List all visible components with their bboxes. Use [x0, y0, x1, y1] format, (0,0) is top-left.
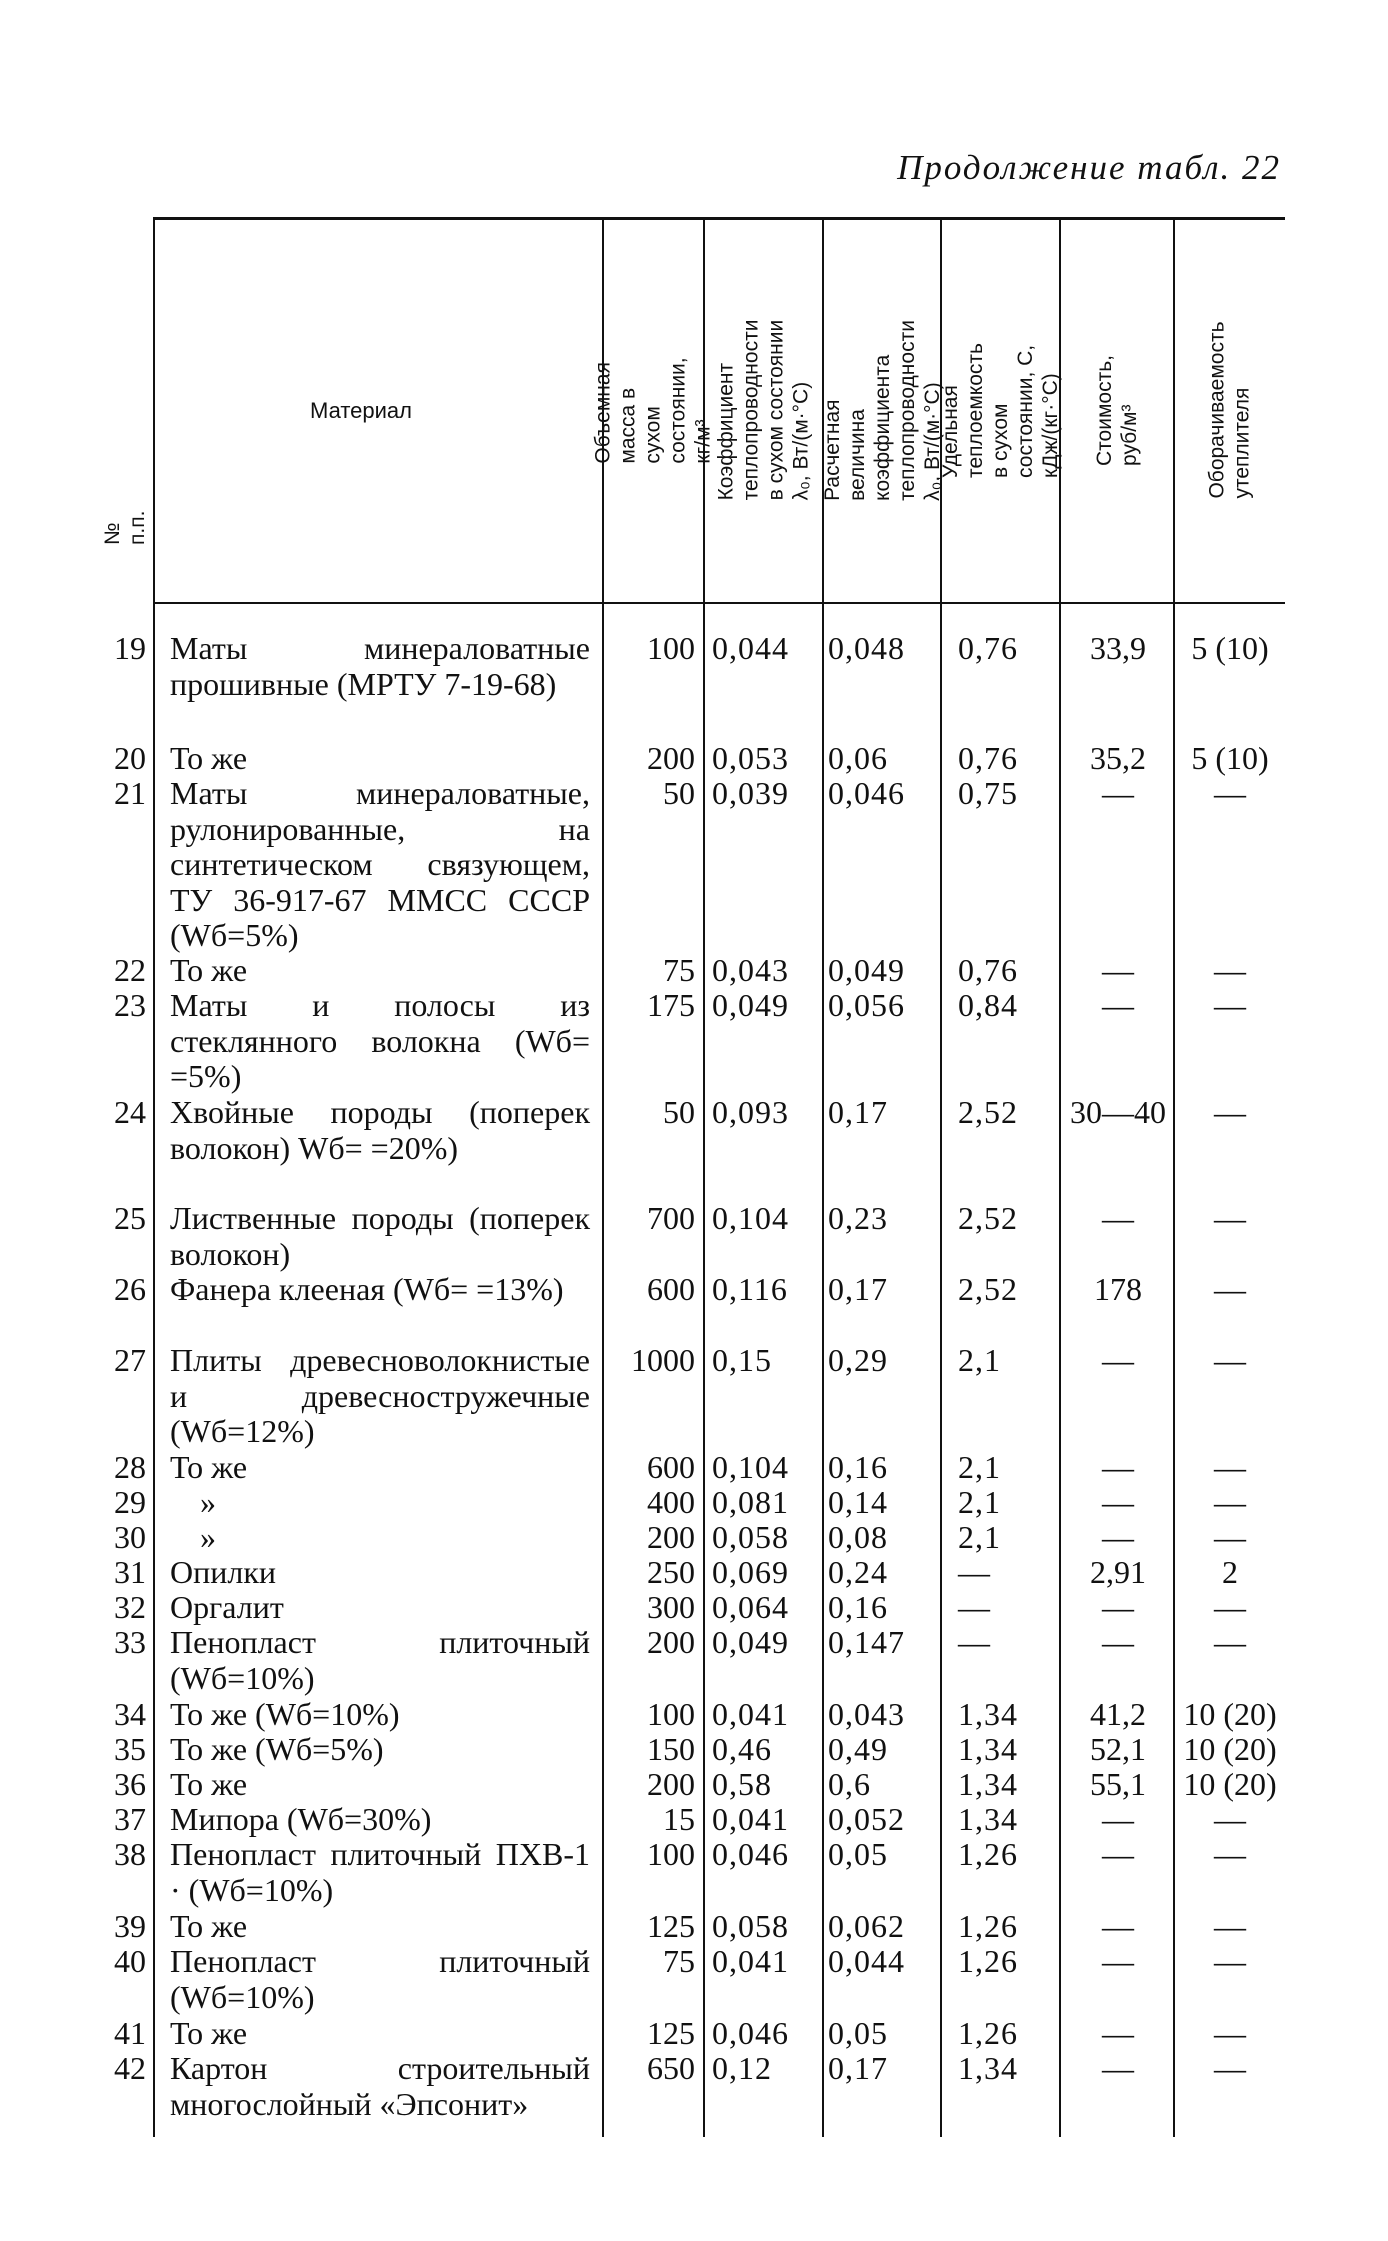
- row-number: 20: [114, 740, 146, 776]
- lambda-calc-value: 0,046: [828, 775, 905, 811]
- lambda-dry-value: 0,041: [712, 1943, 789, 1979]
- cost-value: 30—40: [1070, 1094, 1166, 1130]
- turnover-value: —: [1214, 1624, 1246, 1660]
- lambda-calc-value: 0,14: [828, 1484, 888, 1520]
- lambda-calc-value: 0,16: [828, 1589, 888, 1625]
- lambda-dry-value: 0,069: [712, 1554, 789, 1590]
- density-value: 200: [647, 740, 695, 776]
- cost-value: —: [1102, 1624, 1134, 1660]
- header-turnover: Оборачиваемость утеплителя: [1206, 321, 1255, 499]
- density-value: 75: [663, 952, 695, 988]
- table-caption: Продолжение табл. 22: [897, 148, 1281, 187]
- heat-capacity-value: 2,1: [958, 1449, 1001, 1485]
- density-value: 150: [647, 1731, 695, 1767]
- turnover-value: —: [1214, 1908, 1246, 1944]
- cost-value: —: [1102, 1589, 1134, 1625]
- cost-value: —: [1102, 1801, 1134, 1837]
- density-value: 50: [663, 775, 695, 811]
- table-top-rule: [155, 217, 1285, 220]
- header-cost: Стоимость, руб/м³: [1093, 355, 1141, 466]
- row-number: 40: [114, 1943, 146, 1979]
- cost-value: 2,91: [1090, 1554, 1146, 1590]
- lambda-calc-value: 0,05: [828, 1836, 888, 1872]
- lambda-calc-value: 0,29: [828, 1342, 888, 1378]
- heat-capacity-value: 0,76: [958, 740, 1018, 776]
- turnover-value: 10 (20): [1183, 1766, 1277, 1802]
- header-bottom-rule: [155, 602, 1285, 604]
- cost-value: —: [1102, 775, 1134, 811]
- row-number: 32: [114, 1589, 146, 1625]
- lambda-dry-value: 0,15: [712, 1342, 772, 1378]
- material-name: То же (Wб=5%): [170, 1731, 384, 1767]
- lambda-calc-value: 0,17: [828, 1271, 888, 1307]
- lambda-calc-value: 0,044: [828, 1943, 905, 1979]
- material-name: Картон строительный многослойный «Эпсонит»: [170, 2050, 590, 2122]
- density-value: 100: [647, 1836, 695, 1872]
- row-number: 27: [114, 1342, 146, 1378]
- heat-capacity-value: 1,34: [958, 1696, 1018, 1732]
- density-value: 125: [647, 2015, 695, 2051]
- density-value: 600: [647, 1449, 695, 1485]
- lambda-dry-value: 0,093: [712, 1094, 789, 1130]
- density-value: 250: [647, 1554, 695, 1590]
- turnover-value: —: [1214, 1943, 1246, 1979]
- row-number: 38: [114, 1836, 146, 1872]
- lambda-calc-value: 0,056: [828, 987, 905, 1023]
- density-value: 75: [663, 1943, 695, 1979]
- lambda-calc-value: 0,062: [828, 1908, 905, 1944]
- header-heat-capacity: Удельная теплоемкость в сухом состоянии, С, кДж/(кг·°С): [939, 342, 1062, 478]
- lambda-dry-value: 0,116: [712, 1271, 788, 1307]
- material-name: Лиственные породы (поперек волокон): [170, 1200, 590, 1272]
- material-name: Оргалит: [170, 1589, 284, 1625]
- heat-capacity-value: 2,1: [958, 1342, 1001, 1378]
- cost-value: 41,2: [1090, 1696, 1146, 1732]
- material-name: Опилки: [170, 1554, 276, 1590]
- turnover-value: 5 (10): [1191, 630, 1269, 666]
- density-value: 125: [647, 1908, 695, 1944]
- lambda-calc-value: 0,052: [828, 1801, 905, 1837]
- turnover-value: —: [1214, 1271, 1246, 1307]
- density-value: 600: [647, 1271, 695, 1307]
- material-name: То же: [170, 1908, 248, 1944]
- heat-capacity-value: 1,34: [958, 2050, 1018, 2086]
- row-number: 29: [114, 1484, 146, 1520]
- turnover-value: —: [1214, 1342, 1246, 1378]
- row-number: 28: [114, 1449, 146, 1485]
- material-name: То же: [170, 1449, 248, 1485]
- material-name: Хвойные породы (поперек волокон) Wб= =20%): [170, 1094, 590, 1166]
- cost-value: —: [1102, 987, 1134, 1023]
- row-number: 33: [114, 1624, 146, 1660]
- row-number: 41: [114, 2015, 146, 2051]
- turnover-value: —: [1214, 2050, 1246, 2086]
- lambda-calc-value: 0,16: [828, 1449, 888, 1485]
- heat-capacity-value: 2,1: [958, 1484, 1001, 1520]
- density-value: 50: [663, 1094, 695, 1130]
- material-name: Пенопласт плиточный (Wб=10%): [170, 1624, 590, 1696]
- cost-value: —: [1102, 1200, 1134, 1236]
- lambda-dry-value: 0,046: [712, 2015, 789, 2051]
- density-value: 200: [647, 1766, 695, 1802]
- lambda-calc-value: 0,23: [828, 1200, 888, 1236]
- cost-value: 178: [1094, 1271, 1142, 1307]
- density-value: 100: [647, 1696, 695, 1732]
- material-name: Пенопласт плиточный (Wб=10%): [170, 1943, 590, 2015]
- lambda-dry-value: 0,039: [712, 775, 789, 811]
- cost-value: —: [1102, 2050, 1134, 2086]
- row-number: 37: [114, 1801, 146, 1837]
- material-name: Пенопласт плиточный ПХВ-1 · (Wб=10%): [170, 1836, 590, 1908]
- heat-capacity-value: 0,76: [958, 630, 1018, 666]
- material-name: То же: [170, 740, 248, 776]
- lambda-dry-value: 0,046: [712, 1836, 789, 1872]
- density-value: 175: [647, 987, 695, 1023]
- heat-capacity-value: —: [958, 1554, 991, 1590]
- material-name: Мипора (Wб=30%): [170, 1801, 432, 1837]
- row-number: 30: [114, 1519, 146, 1555]
- row-number: 36: [114, 1766, 146, 1802]
- header-lambda-calc: Расчетная величина коэффициента теплопроводности λ₀, Вт/(м·°С): [820, 319, 944, 501]
- cost-value: —: [1102, 1908, 1134, 1944]
- heat-capacity-value: 1,26: [958, 1836, 1018, 1872]
- density-value: 15: [663, 1801, 695, 1837]
- material-name: То же: [170, 2015, 248, 2051]
- cost-value: 55,1: [1090, 1766, 1146, 1802]
- turnover-value: —: [1214, 987, 1246, 1023]
- cost-value: —: [1102, 1943, 1134, 1979]
- heat-capacity-value: 2,52: [958, 1094, 1018, 1130]
- material-name: То же (Wб=10%): [170, 1696, 400, 1732]
- heat-capacity-value: 0,84: [958, 987, 1018, 1023]
- header-density: Объемная масса в сухом состоянии, кг/м³: [592, 356, 716, 464]
- header-material: Материал: [310, 398, 412, 423]
- lambda-dry-value: 0,041: [712, 1696, 789, 1732]
- density-value: 200: [647, 1519, 695, 1555]
- row-number: 31: [114, 1554, 146, 1590]
- row-number: 25: [114, 1200, 146, 1236]
- cost-value: —: [1102, 952, 1134, 988]
- material-name: Маты минераловатные, рулонированные, на синтетическом связующем, ТУ 36-917-67 ММСС СССР (Wб=5%): [170, 775, 590, 953]
- turnover-value: —: [1214, 1836, 1246, 1872]
- heat-capacity-value: 1,26: [958, 1943, 1018, 1979]
- lambda-calc-value: 0,05: [828, 2015, 888, 2051]
- row-number: 35: [114, 1731, 146, 1767]
- lambda-dry-value: 0,049: [712, 987, 789, 1023]
- density-value: 650: [647, 2050, 695, 2086]
- lambda-dry-value: 0,58: [712, 1766, 772, 1802]
- turnover-value: —: [1214, 1200, 1246, 1236]
- heat-capacity-value: 2,52: [958, 1271, 1018, 1307]
- lambda-calc-value: 0,24: [828, 1554, 888, 1590]
- cost-value: —: [1102, 1449, 1134, 1485]
- cost-value: —: [1102, 1484, 1134, 1520]
- turnover-value: —: [1214, 1449, 1246, 1485]
- cost-value: 33,9: [1090, 630, 1146, 666]
- heat-capacity-value: —: [958, 1624, 991, 1660]
- lambda-calc-value: 0,08: [828, 1519, 888, 1555]
- heat-capacity-value: —: [958, 1589, 991, 1625]
- lambda-calc-value: 0,17: [828, 1094, 888, 1130]
- turnover-value: —: [1214, 1094, 1246, 1130]
- density-value: 400: [647, 1484, 695, 1520]
- row-number: 39: [114, 1908, 146, 1944]
- lambda-dry-value: 0,064: [712, 1589, 789, 1625]
- material-name: То же: [170, 952, 248, 988]
- density-value: 100: [647, 630, 695, 666]
- material-name: »: [200, 1484, 216, 1520]
- lambda-calc-value: 0,6: [828, 1766, 871, 1802]
- heat-capacity-value: 1,26: [958, 2015, 1018, 2051]
- material-name: То же: [170, 1766, 248, 1802]
- material-name: Маты минераловатные прошивные (МРТУ 7-19-68): [170, 630, 590, 702]
- column-rule-material: [153, 217, 155, 2137]
- row-number: 42: [114, 2050, 146, 2086]
- turnover-value: —: [1214, 775, 1246, 811]
- turnover-value: —: [1214, 1801, 1246, 1837]
- material-name: »: [200, 1519, 216, 1555]
- turnover-value: 2: [1222, 1554, 1238, 1590]
- row-number: 22: [114, 952, 146, 988]
- row-number: 26: [114, 1271, 146, 1307]
- cost-value: 35,2: [1090, 740, 1146, 776]
- lambda-dry-value: 0,044: [712, 630, 789, 666]
- lambda-calc-value: 0,048: [828, 630, 905, 666]
- lambda-dry-value: 0,104: [712, 1200, 789, 1236]
- cost-value: —: [1102, 1836, 1134, 1872]
- lambda-calc-value: 0,17: [828, 2050, 888, 2086]
- cost-value: 52,1: [1090, 1731, 1146, 1767]
- turnover-value: —: [1214, 1484, 1246, 1520]
- row-number: 24: [114, 1094, 146, 1130]
- lambda-dry-value: 0,053: [712, 740, 789, 776]
- header-lambda-dry: Коэффициент теплопроводности в сухом состоянии λ₀, Вт/(м·°С): [714, 319, 813, 501]
- lambda-calc-value: 0,147: [828, 1624, 905, 1660]
- turnover-value: —: [1214, 2015, 1246, 2051]
- heat-capacity-value: 0,75: [958, 775, 1018, 811]
- lambda-dry-value: 0,12: [712, 2050, 772, 2086]
- heat-capacity-value: 1,34: [958, 1766, 1018, 1802]
- turnover-value: —: [1214, 1589, 1246, 1625]
- heat-capacity-value: 1,34: [958, 1731, 1018, 1767]
- turnover-value: —: [1214, 1519, 1246, 1555]
- row-number: 19: [114, 630, 146, 666]
- turnover-value: —: [1214, 952, 1246, 988]
- cost-value: —: [1102, 1519, 1134, 1555]
- heat-capacity-value: 2,1: [958, 1519, 1001, 1555]
- lambda-dry-value: 0,081: [712, 1484, 789, 1520]
- turnover-value: 5 (10): [1191, 740, 1269, 776]
- density-value: 300: [647, 1589, 695, 1625]
- heat-capacity-value: 1,26: [958, 1908, 1018, 1944]
- heat-capacity-value: 0,76: [958, 952, 1018, 988]
- row-number: 21: [114, 775, 146, 811]
- heat-capacity-value: 2,52: [958, 1200, 1018, 1236]
- lambda-calc-value: 0,49: [828, 1731, 888, 1767]
- lambda-dry-value: 0,058: [712, 1519, 789, 1555]
- lambda-calc-value: 0,049: [828, 952, 905, 988]
- row-number: 34: [114, 1696, 146, 1732]
- lambda-calc-value: 0,06: [828, 740, 888, 776]
- cost-value: —: [1102, 2015, 1134, 2051]
- header-num: № п.п.: [101, 510, 149, 545]
- turnover-value: 10 (20): [1183, 1696, 1277, 1732]
- row-number: 23: [114, 987, 146, 1023]
- heat-capacity-value: 1,34: [958, 1801, 1018, 1837]
- lambda-dry-value: 0,041: [712, 1801, 789, 1837]
- cost-value: —: [1102, 1342, 1134, 1378]
- density-value: 700: [647, 1200, 695, 1236]
- lambda-dry-value: 0,043: [712, 952, 789, 988]
- density-value: 200: [647, 1624, 695, 1660]
- material-name: Фанера клееная (Wб= =13%): [170, 1271, 564, 1307]
- turnover-value: 10 (20): [1183, 1731, 1277, 1767]
- material-name: Плиты древесноволокнистые и древесностружечные (Wб=12%): [170, 1342, 590, 1449]
- material-name: Маты и полосы из стеклянного волокна (Wб= =5%): [170, 987, 590, 1094]
- lambda-dry-value: 0,049: [712, 1624, 789, 1660]
- lambda-calc-value: 0,043: [828, 1696, 905, 1732]
- density-value: 1000: [631, 1342, 695, 1378]
- lambda-dry-value: 0,46: [712, 1731, 772, 1767]
- lambda-dry-value: 0,104: [712, 1449, 789, 1485]
- lambda-dry-value: 0,058: [712, 1908, 789, 1944]
